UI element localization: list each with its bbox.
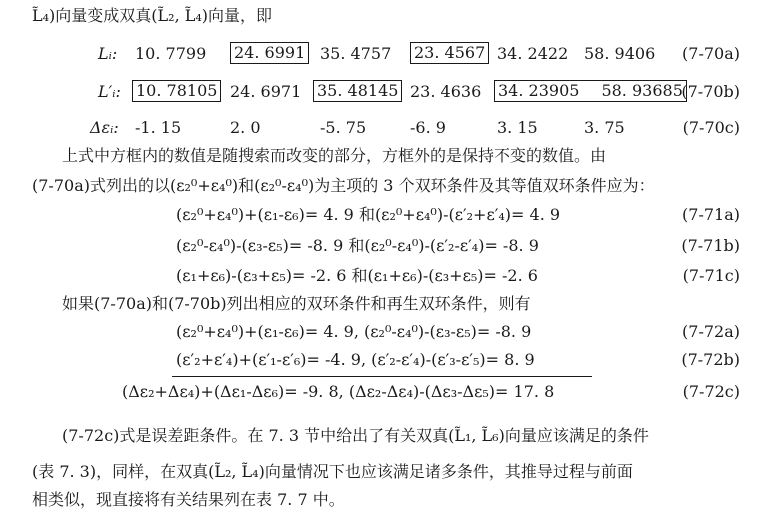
paragraph-line: 如果(7-70a)和(7-70b)列出相应的双环条件和再生双环条件，则有 xyxy=(62,294,531,313)
equation: (ε₂⁰-ε₄⁰)-(ε₃-ε₅)= -8. 9 和(ε₂⁰-ε₄⁰)-(ε′₂-ε′₄)= -8. 9 xyxy=(176,236,539,255)
row-label: Lᵢ: xyxy=(98,44,118,63)
value-cell: 34. 23905 xyxy=(498,81,580,100)
equation: (Δε₂+Δε₄)+(Δε₁-Δε₆)= -9. 8, (Δε₂-Δε₄)-(Δε₃-Δε₅)= 17. 8 xyxy=(122,382,555,401)
intro-line: L̃₄)向量变成双真(L̃₂, L̃₄)向量，即 xyxy=(32,6,273,25)
paragraph-line: 相类似，现直接将有关结果列在表 7. 7 中。 xyxy=(32,490,345,509)
paragraph-line: 上式中方框内的数值是随搜索而改变的部分，方框外的是保持不变的数值。由 xyxy=(62,146,607,165)
equation-tag: (7-71c) xyxy=(682,266,740,285)
equation-tag: (7-72c) xyxy=(682,382,740,401)
paragraph-line: (7-72c)式是误差距条件。在 7. 3 节中给出了有关双真(L̃₁, L̃₆)向量应该满足的条件 xyxy=(62,426,649,445)
value-cell-boxed: 10. 78105 xyxy=(132,80,221,102)
value-cell: 58. 93685 xyxy=(601,81,683,100)
value-cell: -5. 75 xyxy=(320,118,367,137)
value-cell: -6. 9 xyxy=(410,118,446,137)
equation: (ε₂⁰+ε₄⁰)+(ε₁-ε₆)= 4. 9 和(ε₂⁰+ε₄⁰)-(ε′₂+ε′₄)= 4. 9 xyxy=(176,205,561,224)
equation: (ε₂⁰+ε₄⁰)+(ε₁-ε₆)= 4. 9, (ε₂⁰-ε₄⁰)-(ε₃-ε₅)= -8. 9 xyxy=(176,322,532,341)
value-cell: -1. 15 xyxy=(135,118,182,137)
value-cell: 2. 0 xyxy=(230,118,261,137)
value-cell: 23. 4636 xyxy=(410,82,482,101)
value-cell: 58. 9406 xyxy=(584,44,656,63)
value-cell-boxed: 24. 6991 xyxy=(230,42,309,64)
equation-tag: (7-72b) xyxy=(681,350,740,369)
equation-tag: (7-72a) xyxy=(682,322,740,341)
value-cell: 24. 6971 xyxy=(230,82,302,101)
equation: (ε′₂+ε′₄)+(ε′₁-ε′₆)= -4. 9, (ε′₂-ε′₄)-(ε′₃-ε′₅)= 8. 9 xyxy=(176,350,535,369)
equation-tag: (7-70a) xyxy=(682,44,740,63)
value-cell: 10. 7799 xyxy=(135,44,207,63)
equation-tag: (7-71a) xyxy=(682,205,740,224)
row-label: Δεᵢ: xyxy=(90,118,119,137)
equation-tag: (7-70b) xyxy=(681,82,740,101)
paragraph-line: (7-70a)式列出的以(ε₂⁰+ε₄⁰)和(ε₂⁰-ε₄⁰)为主项的 3 个双环条件及其等值双环条件应为： xyxy=(32,176,655,195)
value-cell: 3. 15 xyxy=(497,118,538,137)
value-cell-boxed: 23. 4567 xyxy=(410,42,489,64)
paragraph-line: (表 7. 3)，同样，在双真(L̃₂, L̃₄)向量情况下也应该满足诸多条件，其推导过程与前面 xyxy=(32,462,633,481)
row-label: L′ᵢ: xyxy=(98,82,121,101)
value-cell-boxed-pair xyxy=(494,80,687,102)
equation-tag: (7-70c) xyxy=(682,118,740,137)
value-cell-boxed: 35. 48145 xyxy=(313,80,402,102)
value-cell: 35. 4757 xyxy=(320,44,392,63)
value-cell: 34. 2422 xyxy=(497,44,569,63)
equation: (ε₁+ε₆)-(ε₃+ε₅)= -2. 6 和(ε₁+ε₆)-(ε₃+ε₅)= -2. 6 xyxy=(176,266,538,285)
value-cell: 3. 75 xyxy=(584,118,625,137)
sum-rule xyxy=(172,376,592,377)
equation-tag: (7-71b) xyxy=(681,236,740,255)
